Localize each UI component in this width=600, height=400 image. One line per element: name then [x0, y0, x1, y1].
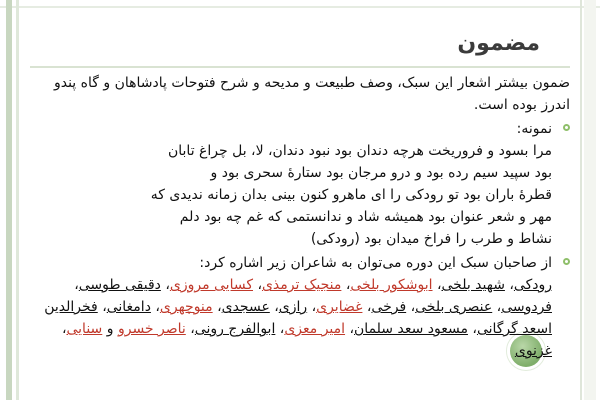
poet-name: فخرالدین اسعد گرگانی — [44, 299, 552, 337]
poet-name[interactable]: منجیک ترمذی — [261, 277, 342, 293]
poet-separator: ، — [185, 321, 195, 337]
poem-line: مهر و شعر عنوان بود همیشه شاد و ندانستمی که غم چه بود دلم — [179, 209, 552, 225]
frame-right-bar — [584, 0, 596, 400]
poet-name: دامغانی — [106, 299, 151, 315]
poet-name: دقیقی طوسی — [78, 277, 161, 293]
bullet-circle-icon — [563, 124, 570, 131]
poet-separator: و — [102, 321, 118, 337]
poet-name: عسجدی — [221, 299, 270, 315]
poet-name[interactable]: منوچهری — [159, 299, 213, 315]
poem-line: بود سپید سیم رده بود و درو مرجان بود ستارهٔ سحری بود و — [210, 165, 552, 181]
poet-name: مسعود سعد سلمان — [354, 321, 468, 337]
poet-separator: ، — [160, 277, 170, 293]
poet-name[interactable]: امیر معزی — [284, 321, 346, 337]
poet-name: ابوالفرج رونی — [194, 321, 276, 337]
poet-separator: ، — [341, 277, 351, 293]
frame-left-bar — [6, 0, 12, 400]
poet-separator: ، — [269, 299, 279, 315]
poet-name: رازی — [278, 299, 308, 315]
poet-separator: ، — [212, 299, 222, 315]
poet-separator: ، — [61, 321, 67, 337]
poet-name[interactable]: ابوشکور بلخی — [350, 277, 433, 293]
poet-name: فردوسی — [501, 299, 552, 315]
intro-paragraph: ضمون بیشتر اشعار این سبک، وصف طبیعت و مدیحه و شرح فتوحات پادشاهان و گاه پندو اندرز بوده است. — [53, 75, 570, 113]
poet-name: شهید بلخی — [441, 277, 505, 293]
poet-name[interactable]: ناصر خسرو — [117, 321, 186, 337]
poet-separator: ، — [74, 277, 79, 293]
poem-line: قطرهٔ باران بود تو رودکی را ای ماهرو کنون بینی بدان زمانه ندیدی که — [150, 187, 552, 203]
frame-top-line — [0, 6, 600, 8]
poet-name: عنصری بلخی — [415, 299, 493, 315]
poet-name: غزنوی — [514, 343, 552, 359]
bullet-poets-label: از صاحبان سبک این دوره می‌توان به شاعران زیر اشاره کرد: — [199, 255, 552, 271]
poet-separator: ، — [362, 299, 372, 315]
poet-separator: ، — [345, 321, 355, 337]
poet-name: فرخی — [371, 299, 407, 315]
poet-name[interactable]: سنایی — [66, 321, 103, 337]
poet-separator: ، — [406, 299, 416, 315]
bullet-poets — [28, 252, 570, 274]
poet-name[interactable]: غضایری — [316, 299, 363, 315]
bullet-circle-icon — [563, 258, 570, 265]
poet-separator: ، — [492, 299, 502, 315]
bullet-sample — [28, 118, 570, 140]
poem-block — [28, 140, 570, 250]
poet-separator: ، — [467, 321, 477, 337]
poet-separator: ، — [432, 277, 442, 293]
poet-name[interactable]: کسایی مروزی — [169, 277, 253, 293]
poet-name: رودکی — [513, 277, 552, 293]
frame-right-line — [580, 0, 582, 400]
poet-separator: ، — [253, 277, 262, 293]
slide-title: مضمون — [457, 31, 540, 56]
slide-content — [28, 30, 570, 362]
poet-separator: ، — [504, 277, 514, 293]
poet-separator: ، — [275, 321, 285, 337]
frame-left-bar-inner — [16, 0, 19, 400]
poem-line: مرا بسود و فروریخت هرچه دندان بود نبود دندان، لا، بل چراغ تابان — [167, 143, 552, 159]
poet-separator: ، — [307, 299, 317, 315]
poet-separator: ، — [97, 299, 107, 315]
poet-list — [28, 274, 570, 362]
poet-separator: ، — [150, 299, 160, 315]
poem-line: نشاط و طرب را فراخ میدان بود (رودکی) — [310, 231, 552, 247]
bullet-sample-label: نمونه: — [516, 121, 552, 137]
